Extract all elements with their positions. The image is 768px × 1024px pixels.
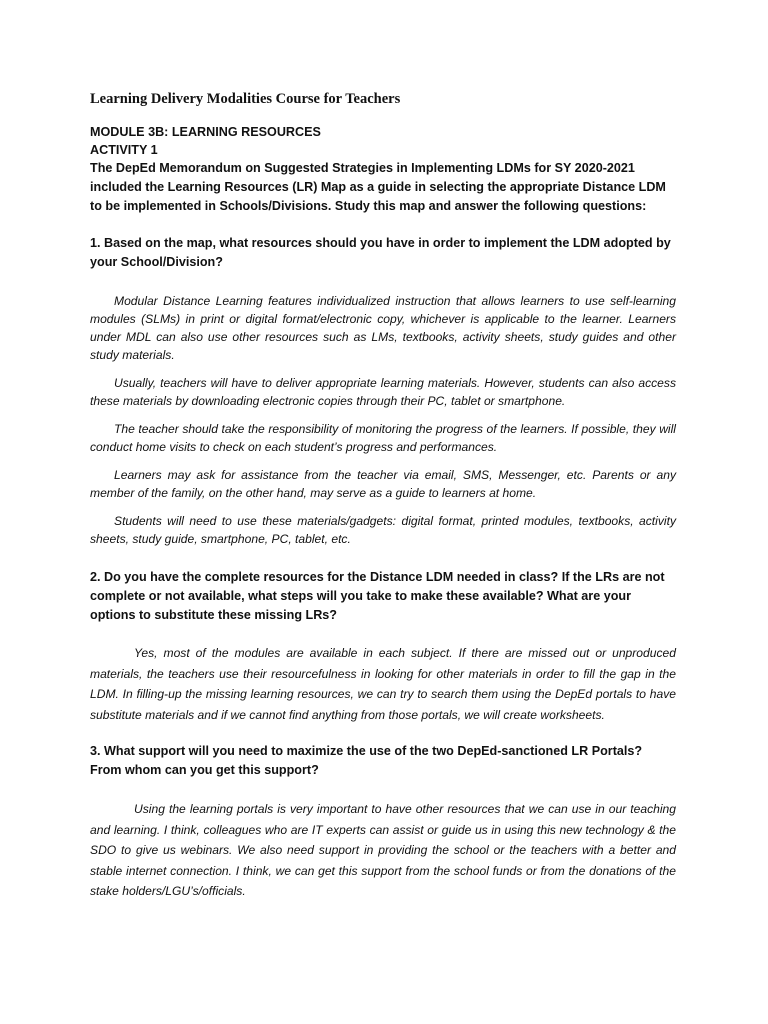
activity-heading: ACTIVITY 1	[90, 143, 158, 157]
module-heading: MODULE 3B: LEARNING RESOURCES	[90, 125, 321, 139]
question-3: 3. What support will you need to maximize the use of the two DepEd-sanctioned LR Portals? From whom can you get this support?	[90, 744, 643, 777]
answer-1-paragraph-1: Modular Distance Learning features individualized instruction that allows learners to use self-learning modules (SLMs) in print or digital format/electronic copy, whichever is applicable to the learner. Learners under MDL can also use other resources such as LMs, textbooks, activity sheets, study guides and other study materials.	[90, 294, 676, 362]
answer-1-paragraph-3: The teacher should take the responsibility of monitoring the progress of the learners. If possible, they will conduct home visits to check on each student’s progress and performances.	[90, 422, 676, 454]
document-title: Learning Delivery Modalities Course for Teachers	[90, 91, 401, 107]
answer-1-paragraph-2: Usually, teachers will have to deliver appropriate learning materials. However, students can also access these materials by downloading electronic copies through their PC, tablet or smartphone.	[90, 376, 676, 408]
question-1: 1. Based on the map, what resources should you have in order to implement the LDM adopted by your School/Division?	[90, 236, 671, 269]
intro-paragraph: The DepEd Memorandum on Suggested Strategies in Implementing LDMs for SY 2020-2021 included the Learning Resources (LR) Map as a guide in selecting the appropriate Distance LDM to be implemented in Schools/Divisions. Study this map and answer the following questions:	[90, 161, 666, 213]
answer-1-paragraph-4: Learners may ask for assistance from the teacher via email, SMS, Messenger, etc. Parents or any member of the family, on the other hand, may serve as a guide to learners at home.	[90, 468, 676, 500]
question-2: 2. Do you have the complete resources for the Distance LDM needed in class? If the LRs are not complete or not available, what steps will you take to make these available? What are your options to substitute these missing LRs?	[90, 570, 665, 622]
answer-3-paragraph-1: Using the learning portals is very important to have other resources that we can use in our teaching and learning. I think, colleagues who are IT experts can assist or guide us in using this new technology & the SDO to give us webinars. We also need support in providing the school or the teachers with a better and stable internet connection. I think, we can get this support from the school funds or from the donations of the stake holders/LGU’s/officials.	[90, 802, 676, 898]
document-page	[90, 90, 676, 902]
answer-1-paragraph-5: Students will need to use these materials/gadgets: digital format, printed modules, textbooks, activity sheets, study guide, smartphone, PC, tablet, etc.	[90, 514, 676, 546]
answer-2-paragraph-1: Yes, most of the modules are available in each subject. If there are missed out or unproduced materials, the teachers use their resourcefulness in looking for other materials in order to fill the gap in the LDM. In filling-up the missing learning resources, we can try to search them using the DepEd portals to have substitute materials and if we cannot find anything from those portals, we will create worksheets.	[90, 646, 676, 722]
